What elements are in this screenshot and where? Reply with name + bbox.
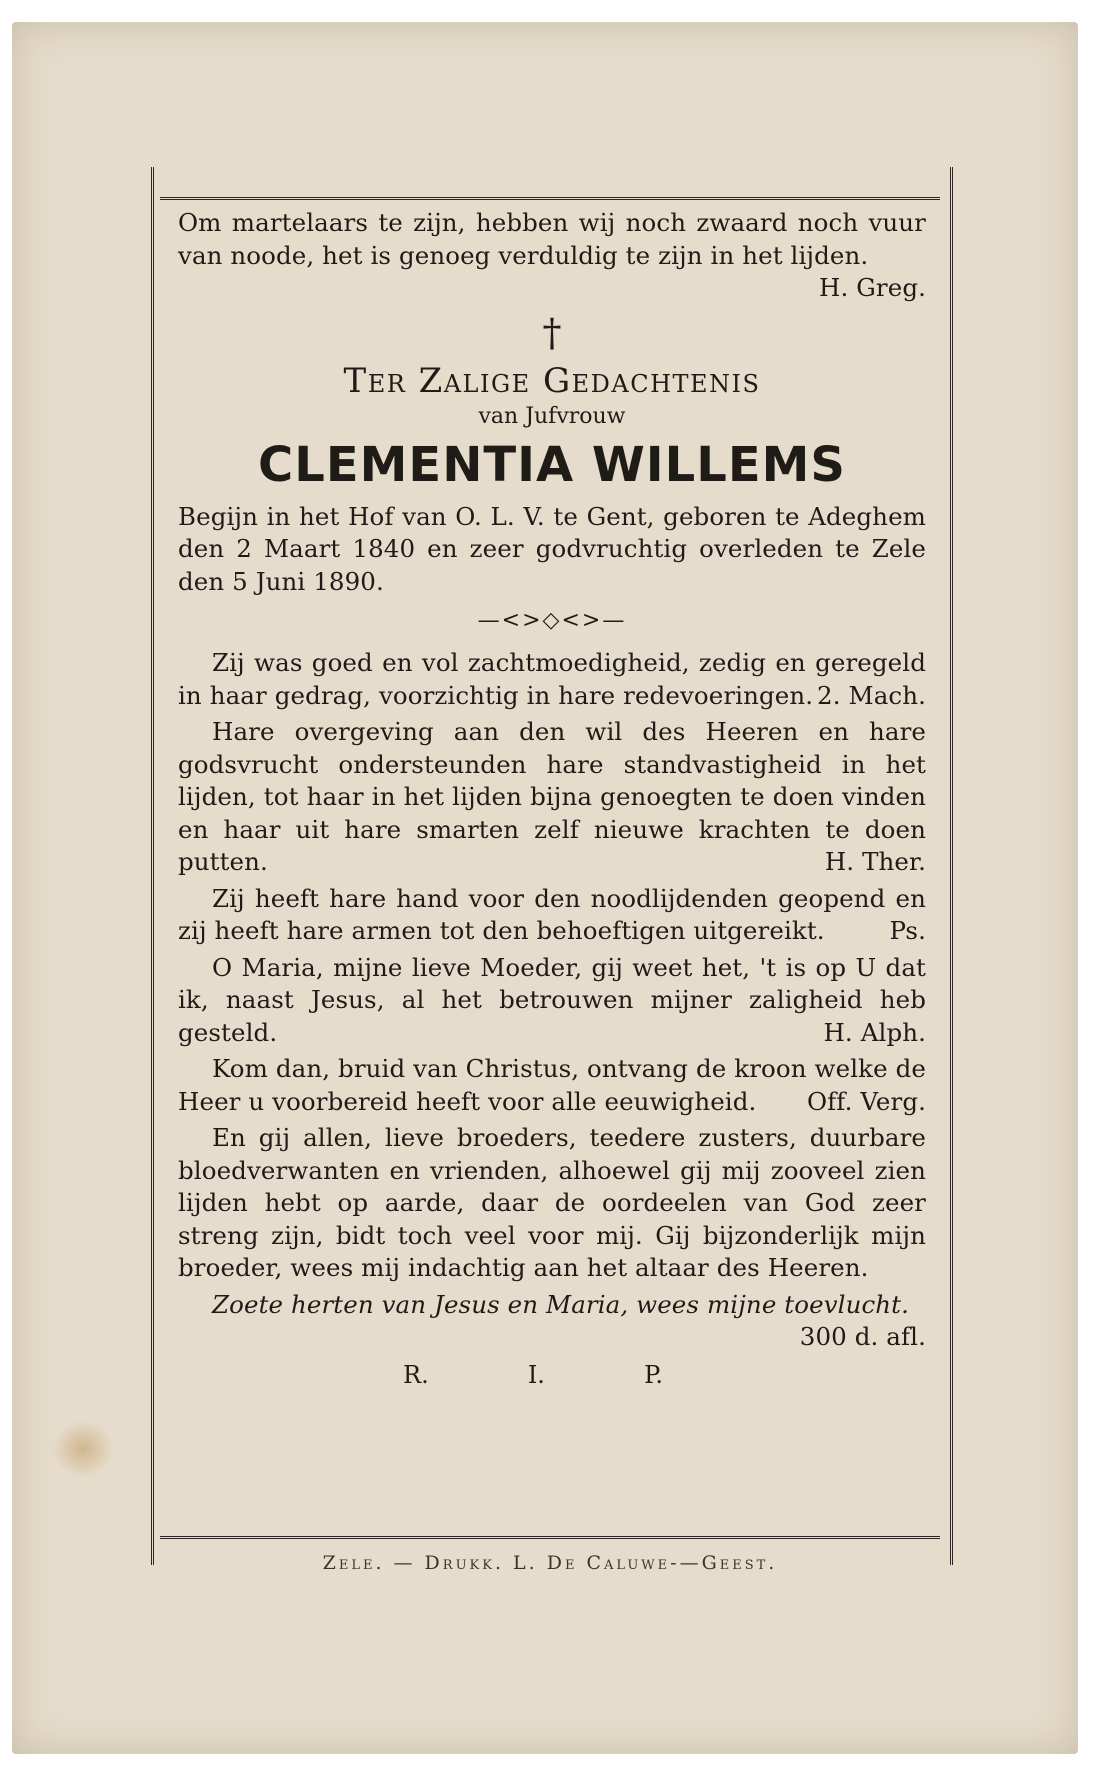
paragraph-source: H. Alph. [823,1017,926,1047]
paragraph-4 [178,952,926,1050]
paragraph-3 [178,883,926,948]
rip-letter: R. [403,1360,429,1389]
paragraph-source: H. Ther. [824,847,926,876]
memorial-subheading: van Jufvrouw [478,403,626,429]
paragraph-text: O Maria, mijne lieve Moeder, gij weet het, 't is op U dat ik, naast Jesus, al het betrouwen mijner zaligheid heb gesteld. [178,952,926,1047]
epigraph [178,207,926,305]
paragraph-2 [178,716,926,879]
card-content [178,207,926,1390]
biography: Begijn in het Hof van O. L. V. te Gent, geboren te Adeghem den 2 Maart 1840 en zeer godvruchtig overleden te Zele den 5 Juni 1890. [178,501,926,596]
age-stain [52,1420,114,1478]
paragraph-source: Off. Verg. [806,1086,926,1116]
paragraph-text: Kom dan, bruid van Christus, ontvang de kroon welke de Heer u voorbereid heeft voor alle eeuwigheid. [178,1054,926,1116]
paragraph-source: Ps. [889,916,926,945]
memorial-heading: Ter Zalige Gedachtenis [343,360,761,401]
deceased-name: CLEMENTIA WILLEMS [258,436,846,493]
epigraph-source: H. Greg. [819,273,926,302]
prayer [178,1289,926,1354]
paragraph-5 [178,1053,926,1118]
paragraph-1 [178,647,926,712]
prayer-text: Zoete herten van Jesus en Maria, wees mijne toevlucht. [212,1289,909,1319]
cross-icon: † [542,310,562,355]
paragraph-6 [178,1122,926,1285]
paragraph-text: Zij heeft hare hand voor den noodlijdenden geopend en zij heeft hare armen tot den behoeftigen uitgereikt. [178,883,926,945]
bottom-double-rule [160,1536,940,1539]
ornament-divider: —<>◇<>— [477,608,627,633]
indulgence: 300 d. afl. [799,1322,926,1351]
rip-line [403,1360,663,1390]
top-double-rule [160,197,940,200]
paragraph-text: Zij was goed en vol zachtmoedigheid, zedig en geregeld in haar gedrag, voorzichtig in hare redevoeringen. [178,648,926,710]
rip-letter: P. [644,1360,663,1389]
paragraph-text: Hare overgeving aan den wil des Heeren en hare godsvrucht ondersteunden hare standvastigheid in het lijden, tot haar in het lijden bijna genoegten te doen vinden en haar uit hare smarten zelf nieuwe krachten te doen putten. [178,717,926,876]
epigraph-text: Om martelaars te zijn, hebben wij noch zwaard noch vuur van noode, het is genoeg verduldig te zijn in het lijden. [178,208,926,270]
paragraph-source: 2. Mach. [817,680,926,710]
paragraph-text: En gij allen, lieve broeders, teedere zusters, duurbare bloedverwanten en vrienden, alhoewel gij mij zooveel zien lijden hebt op aarde, daar de oordeelen van God zeer streng zijn, bidt toch veel voor mij. Gij bijzonderlijk mijn broeder, wees mij indachtig aan het altaar des Heeren. [178,1123,926,1282]
printer-credit: Zele. — Drukk. L. De Caluwe-—Geest. [322,1552,778,1574]
rip-letter: I. [527,1360,545,1389]
